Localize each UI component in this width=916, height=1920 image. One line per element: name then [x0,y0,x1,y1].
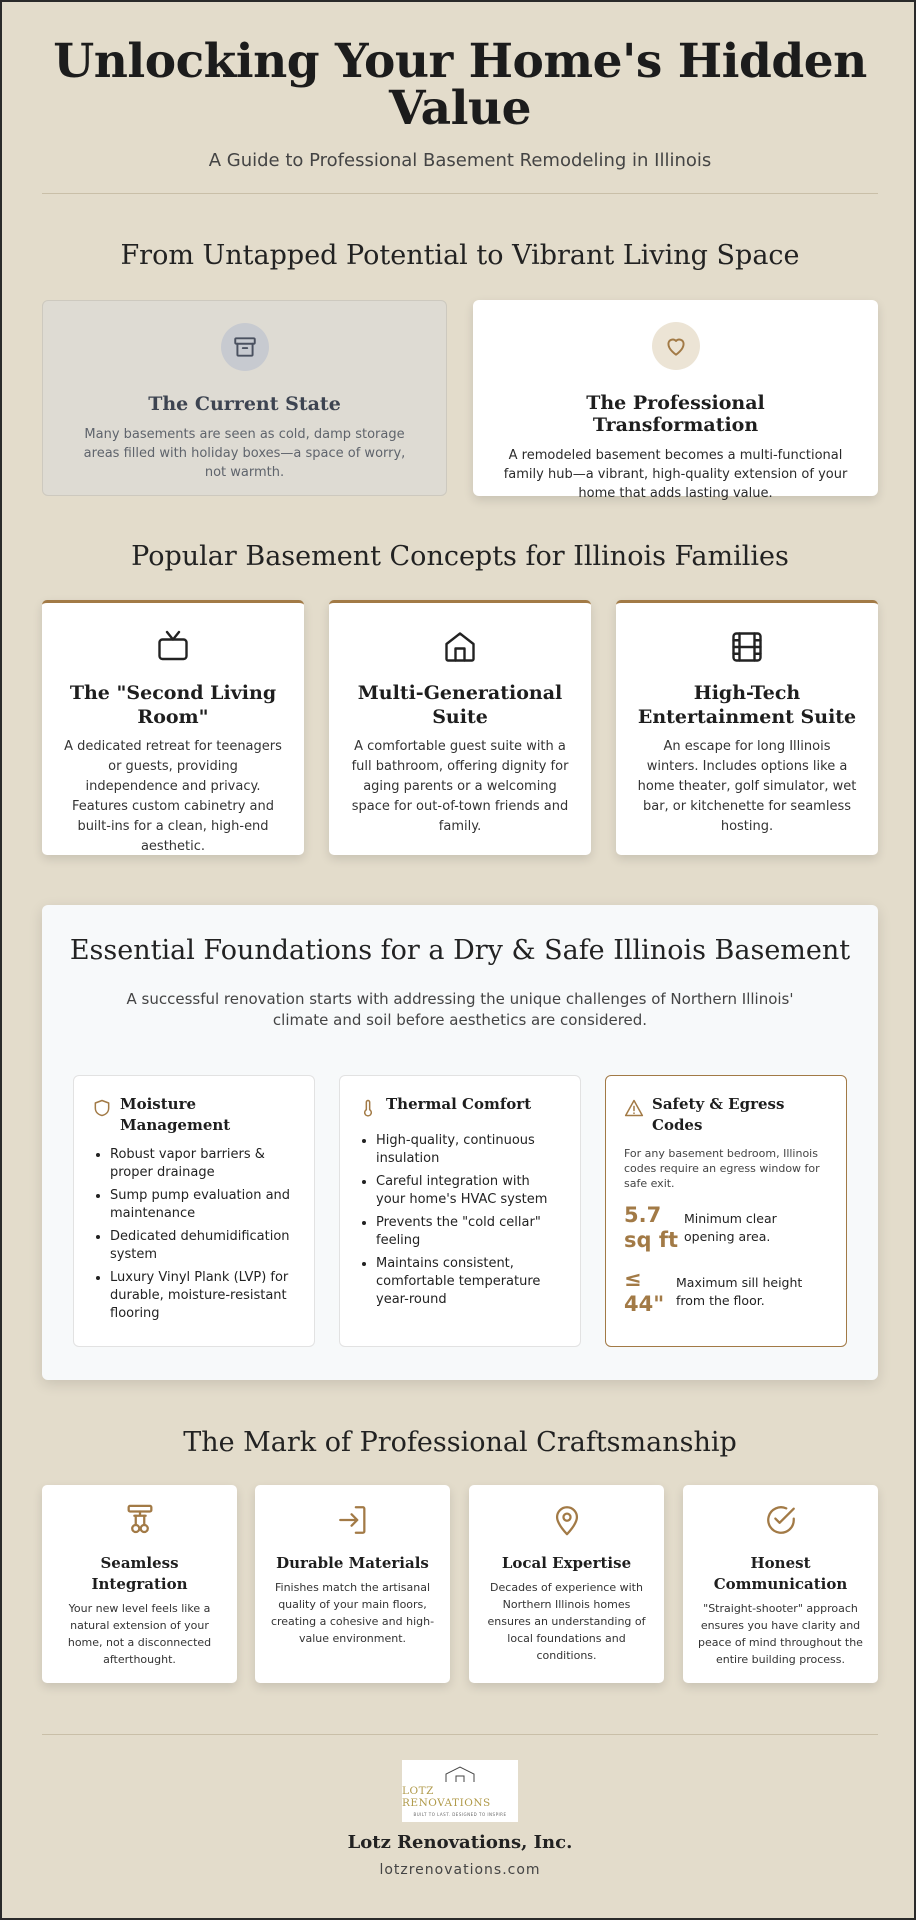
check-circle-icon [695,1503,866,1539]
mark-card-local [469,1485,664,1683]
heart-icon [652,322,700,370]
page-header [42,34,878,171]
mark-text: Finishes match the artisanal quality of your main floors, creating a cohesive and high-value environment. [270,1581,435,1645]
header-divider [42,193,878,194]
logo-tagline: BUILT TO LAST. DESIGNED TO INSPIRE [413,1812,507,1817]
current-state-card [42,300,447,496]
concept-card-second-living-room [42,600,304,855]
concept-heading: Multi-Generational Suite [357,682,563,728]
foundations-intro: A successful renovation starts with addressing the unique challenges of Northern Illinois' climate and soil before aesthetics are considered. [126,990,794,1029]
stat-label: Maximum sill height from the floor. [676,1275,803,1308]
professional-transformation-card [473,300,878,501]
house-logo-icon [442,1765,478,1783]
safety-egress-card [605,1075,847,1347]
company-logo [402,1760,518,1822]
thermal-heading: Thermal Comfort [386,1095,532,1113]
company-website[interactable]: lotzrenovations.com [379,1862,541,1878]
concept-heading: High-Tech Entertainment Suite [637,682,857,728]
mark-heading: Durable Materials [276,1554,429,1572]
stat-value: ≤ 44" [624,1267,665,1316]
list-item: • Luxury Vinyl Plank (LVP) for durable, moisture-resistant flooring [110,1269,296,1323]
mark-text: "Straight-shooter" approach ensures you have clarity and peace of mind throughout the entire building process. [698,1602,863,1666]
moisture-heading: Moisture Management [120,1095,231,1134]
warning-triangle-icon [624,1094,652,1122]
mark-text: Decades of experience with Northern Illinois homes ensures an understanding of local foundations and conditions. [487,1581,646,1662]
egress-stat-area [624,1203,828,1253]
thermal-list [358,1132,562,1309]
current-state-text: Many basements are seen as cold, damp storage areas filled with holiday boxes—a space of worry, not warmth. [83,427,406,480]
list-item: • Careful integration with your home's HVAC system [376,1173,562,1209]
company-name: Lotz Renovations, Inc. [347,1832,573,1853]
craftsmanship-title: The Mark of Professional Craftsmanship [183,1427,737,1458]
list-item: • High-quality, continuous insulation [376,1132,562,1168]
page-subtitle: A Guide to Professional Basement Remodeling in Illinois [208,150,712,171]
safety-text: For any basement bedroom, Illinois codes require an egress window for safe exit. [624,1147,820,1190]
safety-heading: Safety & Egress Codes [652,1095,785,1134]
mark-text: Your new level feels like a natural extension of your home, not a disconnected afterthought. [67,1602,212,1666]
archive-box-icon [221,323,269,371]
footer-divider [42,1734,878,1735]
list-item: • Dedicated dehumidification system [110,1228,296,1264]
logo-name: LOTZ RENOVATIONS [402,1785,491,1809]
mark-heading: Honest Communication [713,1554,848,1593]
moisture-list [92,1146,296,1323]
egress-stat-sill [624,1267,828,1317]
stat-value: 5.7 sq ft [624,1203,679,1252]
concept-text: An escape for long Illinois winters. Includes options like a home theater, golf simulator, wet bar, or kitchenette for seamless hosting. [637,739,857,834]
professional-transformation-heading: The Professional Transformation [586,392,765,436]
shield-icon [92,1094,120,1122]
concept-heading: The "Second Living Room" [69,682,277,728]
list-item: • Prevents the "cold cellar" feeling [376,1214,562,1250]
mark-card-seamless [42,1485,237,1683]
list-item: • Robust vapor barriers & proper drainage [110,1146,296,1182]
map-pin-icon [481,1503,652,1539]
tv-icon [62,629,284,665]
film-icon [636,629,858,665]
moisture-card [73,1075,315,1347]
foundations-panel [42,905,878,1380]
concepts-title: Popular Basement Concepts for Illinois Families [131,541,789,572]
concept-card-multi-generational [329,600,591,855]
list-item: • Maintains consistent, comfortable temperature year-round [376,1255,562,1309]
home-icon [349,629,571,665]
paint-roller-icon [54,1503,225,1539]
mark-card-honest [683,1485,878,1683]
mark-heading: Seamless Integration [91,1554,188,1593]
list-item: • Sump pump evaluation and maintenance [110,1187,296,1223]
foundations-title: Essential Foundations for a Dry & Safe Illinois Basement [69,935,851,966]
mark-card-durable [255,1485,450,1683]
professional-transformation-text: A remodeled basement becomes a multi-functional family hub—a vibrant, high-quality extension of your home that adds lasting value. [503,448,848,501]
concept-text: A comfortable guest suite with a full bathroom, offering dignity for aging parents or a welcoming space for out-of-town friends and family. [351,739,569,834]
page-title: Unlocking Your Home's Hidden Value [53,34,867,136]
stat-label: Minimum clear opening area. [684,1211,777,1244]
mark-heading: Local Expertise [501,1554,632,1572]
concept-card-entertainment [616,600,878,855]
thermometer-icon [358,1094,386,1122]
sign-in-arrow-icon [267,1503,438,1539]
thermal-card [339,1075,581,1347]
current-state-heading: The Current State [148,393,341,415]
concept-text: A dedicated retreat for teenagers or guests, providing independence and privacy. Features custom cabinetry and built-ins for a clean, high-end aesthetic. [64,739,282,854]
transformation-title: From Untapped Potential to Vibrant Living Space [120,240,800,271]
